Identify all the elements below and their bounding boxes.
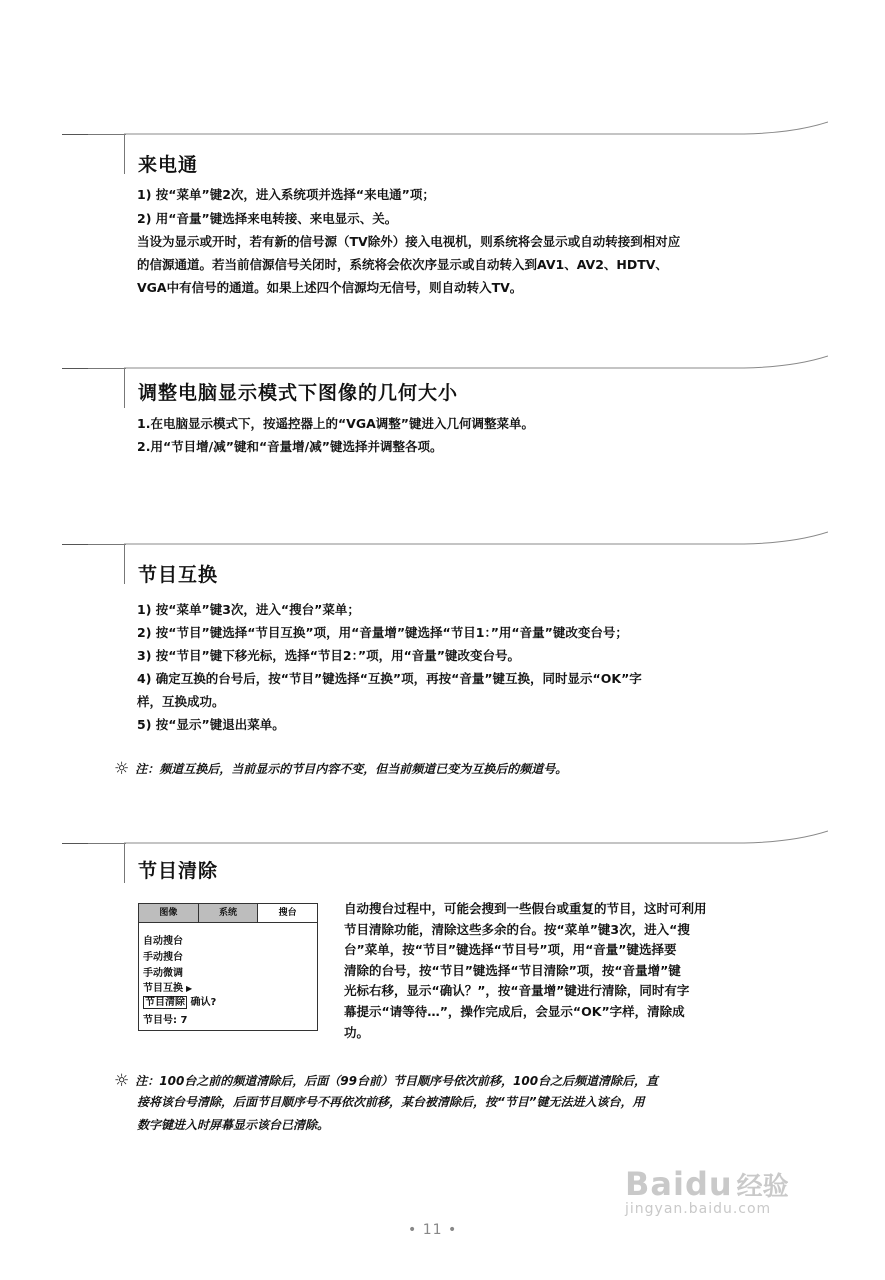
text-line: VGA中有信号的通道。如果上述四个信源均无信号，则自动转入TV。 [137, 280, 523, 295]
watermark [625, 1165, 789, 1217]
section-rule [88, 134, 126, 135]
watermark-url: jingyan.baidu.com [625, 1201, 772, 1217]
text-line: 自动搜台过程中，可能会搜到一些假台或重复的节目，这时可利用 [344, 901, 707, 916]
text-line: 5) 按“显示”键退出菜单。 [137, 717, 285, 732]
body-paragraph [344, 899, 814, 1043]
text-line: 1.在电脑显示模式下，按遥控器上的“VGA调整”键进入几何调整菜单。 [137, 416, 534, 431]
section-rule [88, 544, 126, 545]
section-title: 来电通 [138, 154, 199, 176]
menu-tab: 图像 [139, 904, 199, 922]
menu-item: 手动微调 [143, 968, 183, 979]
lightbulb-icon: ☼ [114, 759, 130, 779]
section-swoosh [124, 829, 828, 865]
menu-item-label: 节目互换 [143, 983, 183, 994]
section-rule [62, 843, 88, 844]
text-line: 台”菜单，按“节目”键选择“节目号”项，用“音量”键选择要 [344, 942, 677, 958]
text-line: 功。 [344, 1024, 370, 1040]
section-title: 节目清除 [138, 860, 219, 882]
section-rule [62, 134, 88, 135]
note-text: 注：频道互换后，当前显示的节目内容不变，但当前频道已变为互换后的频道号。 [135, 762, 568, 776]
menu-item: 手动搜台 [143, 952, 183, 963]
section-title: 节目互换 [138, 564, 219, 586]
arrow-right-icon: ▶ [186, 984, 193, 993]
text-line: 幕提示“请等待…”，操作完成后，会显示“OK”字样，清除成 [344, 1003, 685, 1019]
text-line: 1) 按“菜单”键3次，进入“搜台”菜单； [137, 602, 360, 617]
text-line: 2) 按“节目”键选择“节目互换”项，用“音量增”键选择“节目1：”用“音量”键改变台号； [137, 625, 628, 640]
page-number: • 11 • [408, 1222, 458, 1238]
watermark-suffix: 经验 [736, 1172, 789, 1202]
text-line: 节目清除功能，清除这些多余的台。按“菜单”键3次，进入“搜 [344, 921, 690, 937]
text-line: 光标右移，显示“确认？”，按“音量增”键进行清除，同时有字 [344, 983, 690, 999]
section-title: 调整电脑显示模式下图像的几何大小 [138, 382, 459, 404]
menu-item-label: 节目清除 [145, 997, 185, 1008]
note [114, 1070, 658, 1090]
section-rule [88, 368, 126, 369]
menu-item-with-arrow [143, 979, 192, 994]
watermark-brand: Baidu [625, 1165, 733, 1203]
menu-item: 自动搜台 [143, 936, 183, 947]
text-line: 2.用“节目增/减”键和“音量增/减”键选择并调整各项。 [137, 439, 443, 454]
section-rule [88, 843, 126, 844]
lightbulb-icon: ☼ [114, 1071, 130, 1091]
note-text: 接将该台号清除，后面节目顺序号不再依次前移，某台被清除后，按“节目”键无法进入该台，用 [137, 1095, 645, 1109]
confirm-prompt: 确认? [190, 997, 217, 1008]
text-line: 4) 确定互换的台号后，按“节目”键选择“互换”项，再按“音量”键互换，同时显示“OK”字 [137, 671, 642, 686]
tv-menu-illustration [138, 903, 318, 1031]
note [114, 758, 567, 778]
menu-item-selected [143, 993, 216, 1008]
text-line: 样，互换成功。 [137, 694, 225, 709]
section-swoosh [124, 120, 828, 156]
text-line: 当设为显示或开时，若有新的信号源（TV除外）接入电视机，则系统将会显示或自动转接到相对应 [137, 234, 681, 249]
menu-item: 节目号: 7 [143, 1015, 188, 1026]
note-text: 数字键进入时屏幕显示该台已清除。 [137, 1118, 330, 1132]
text-line: 的信源通道。若当前信源信号关闭时，系统将会依次序显示或自动转入到AV1、AV2、HDTV、 [137, 257, 668, 272]
menu-tab: 系统 [199, 904, 259, 922]
note-text: 注：100台之前的频道清除后，后面（99台前）节目顺序号依次前移，100台之后频道清除后，直 [135, 1074, 659, 1088]
section-rule [62, 368, 88, 369]
section-swoosh [124, 530, 828, 566]
text-line: 3) 按“节目”键下移光标，选择“节目2：”项，用“音量”键改变台号。 [137, 648, 521, 663]
text-line: 清除的台号，按“节目”键选择“节目清除”项，按“音量增”键 [344, 962, 681, 978]
text-line: 1) 按“菜单”键2次，进入系统项并选择“来电通”项； [137, 187, 435, 202]
menu-tab: 搜台 [258, 904, 317, 922]
text-line: 2) 用“音量”键选择来电转接、来电显示、关。 [137, 211, 398, 226]
section-rule [62, 544, 88, 545]
